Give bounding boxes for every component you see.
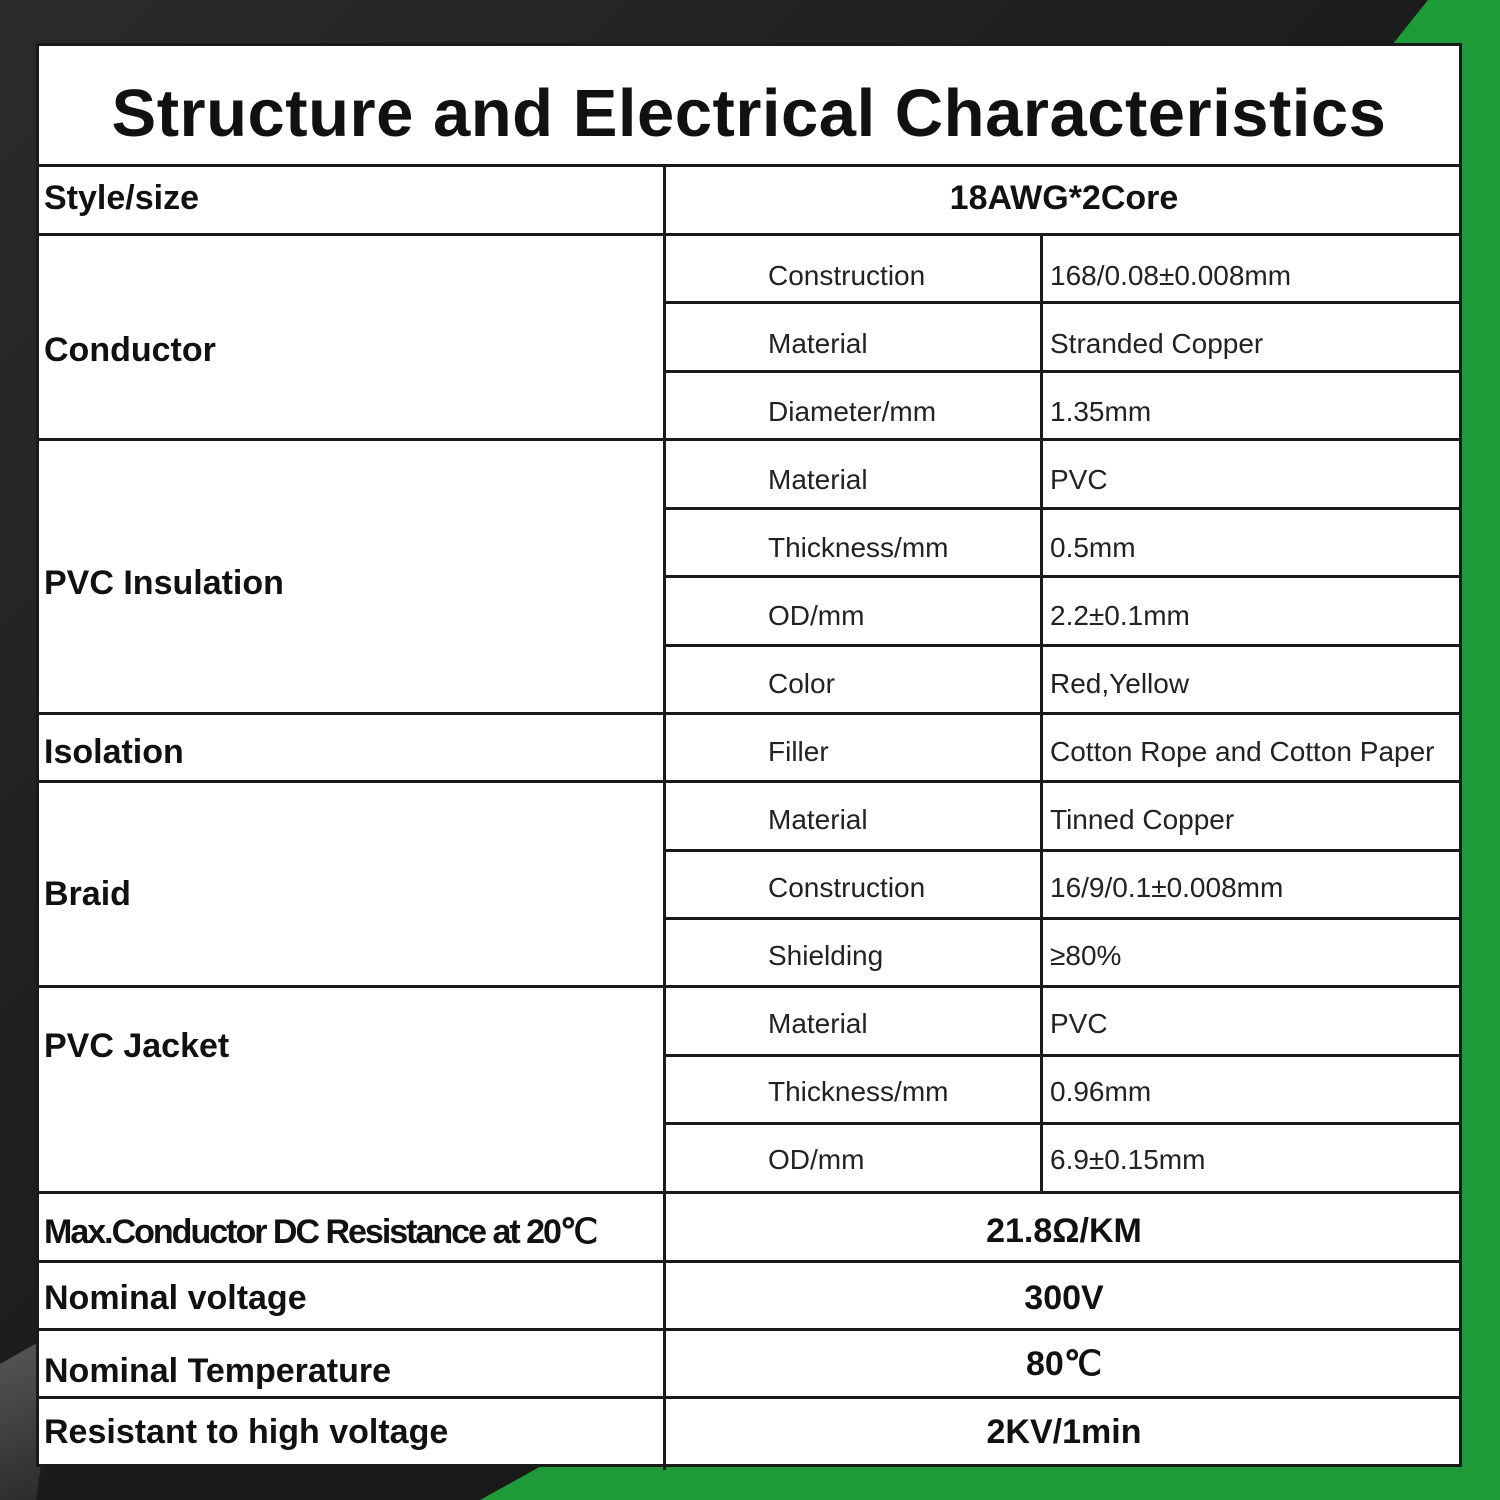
divider <box>666 301 1462 304</box>
divider <box>666 644 1462 647</box>
insulation-label: PVC Insulation <box>44 564 284 602</box>
spec-key: Filler <box>768 736 829 767</box>
spec-key: Material <box>768 464 868 495</box>
temperature-label: Nominal Temperature <box>44 1352 392 1390</box>
spec-key: OD/mm <box>768 600 865 631</box>
spec-value: 0.96mm <box>1050 1076 1152 1107</box>
page-title: Structure and Electrical Characteristics <box>111 76 1387 151</box>
spec-key: Thickness/mm <box>768 1076 949 1107</box>
spec-value: 0.5mm <box>1050 532 1136 563</box>
green-accent-right <box>1462 0 1500 1500</box>
spec-value: 16/9/0.1±0.008mm <box>1050 872 1284 903</box>
spec-value: 168/0.08±0.008mm <box>1050 260 1292 291</box>
divider <box>39 1260 1459 1263</box>
divider <box>663 164 666 1470</box>
jacket-label: PVC Jacket <box>44 1027 230 1065</box>
spec-key: Construction <box>768 872 926 903</box>
divider <box>39 712 1459 715</box>
spec-key: Material <box>768 328 868 359</box>
spec-value: Cotton Rope and Cotton Paper <box>1050 736 1435 767</box>
spec-value: Tinned Copper <box>1050 804 1235 835</box>
isolation-label: Isolation <box>44 733 184 771</box>
resistance-label: Max.Conductor DC Resistance at 20℃ <box>44 1213 597 1251</box>
spec-value: PVC <box>1050 1008 1108 1039</box>
conductor-label: Conductor <box>44 331 216 369</box>
divider <box>666 917 1462 920</box>
temperature-value: 80℃ <box>1025 1345 1102 1383</box>
divider <box>39 780 1459 783</box>
spec-value: PVC <box>1050 464 1108 495</box>
divider <box>39 985 1459 988</box>
spec-value: 1.35mm <box>1050 396 1152 427</box>
divider <box>39 164 1459 167</box>
spec-value: ≥80% <box>1050 940 1122 971</box>
divider <box>666 507 1462 510</box>
divider <box>39 233 1459 236</box>
spec-value: 2.2±0.1mm <box>1050 600 1190 631</box>
spec-key: Material <box>768 804 868 835</box>
spec-table <box>36 43 1462 1467</box>
high-voltage-value: 2KV/1min <box>986 1413 1142 1451</box>
divider <box>666 370 1462 373</box>
divider <box>666 849 1462 852</box>
spec-key: Thickness/mm <box>768 532 949 563</box>
high-voltage-label: Resistant to high voltage <box>44 1413 449 1451</box>
spec-key: Shielding <box>768 940 884 971</box>
divider <box>39 1191 1459 1194</box>
divider <box>39 438 1459 441</box>
voltage-label: Nominal voltage <box>44 1279 307 1317</box>
spec-key: Construction <box>768 260 926 291</box>
style-size-value: 18AWG*2Core <box>949 179 1179 217</box>
style-size-label: Style/size <box>44 179 199 217</box>
voltage-value: 300V <box>1024 1279 1104 1317</box>
spec-key: Color <box>768 668 835 699</box>
divider <box>39 1396 1459 1399</box>
divider <box>666 1122 1462 1125</box>
spec-value: Stranded Copper <box>1050 328 1264 359</box>
divider <box>666 575 1462 578</box>
spec-key: Diameter/mm <box>768 396 937 427</box>
divider <box>39 1328 1459 1331</box>
divider <box>666 1054 1462 1057</box>
spec-key: Material <box>768 1008 868 1039</box>
spec-value: Red,Yellow <box>1050 668 1190 699</box>
spec-value: 6.9±0.15mm <box>1050 1144 1206 1175</box>
green-accent-bottom <box>480 1466 1500 1500</box>
divider <box>1040 233 1043 1194</box>
braid-label: Braid <box>44 875 131 913</box>
spec-key: OD/mm <box>768 1144 865 1175</box>
resistance-value: 21.8Ω/KM <box>986 1212 1142 1250</box>
